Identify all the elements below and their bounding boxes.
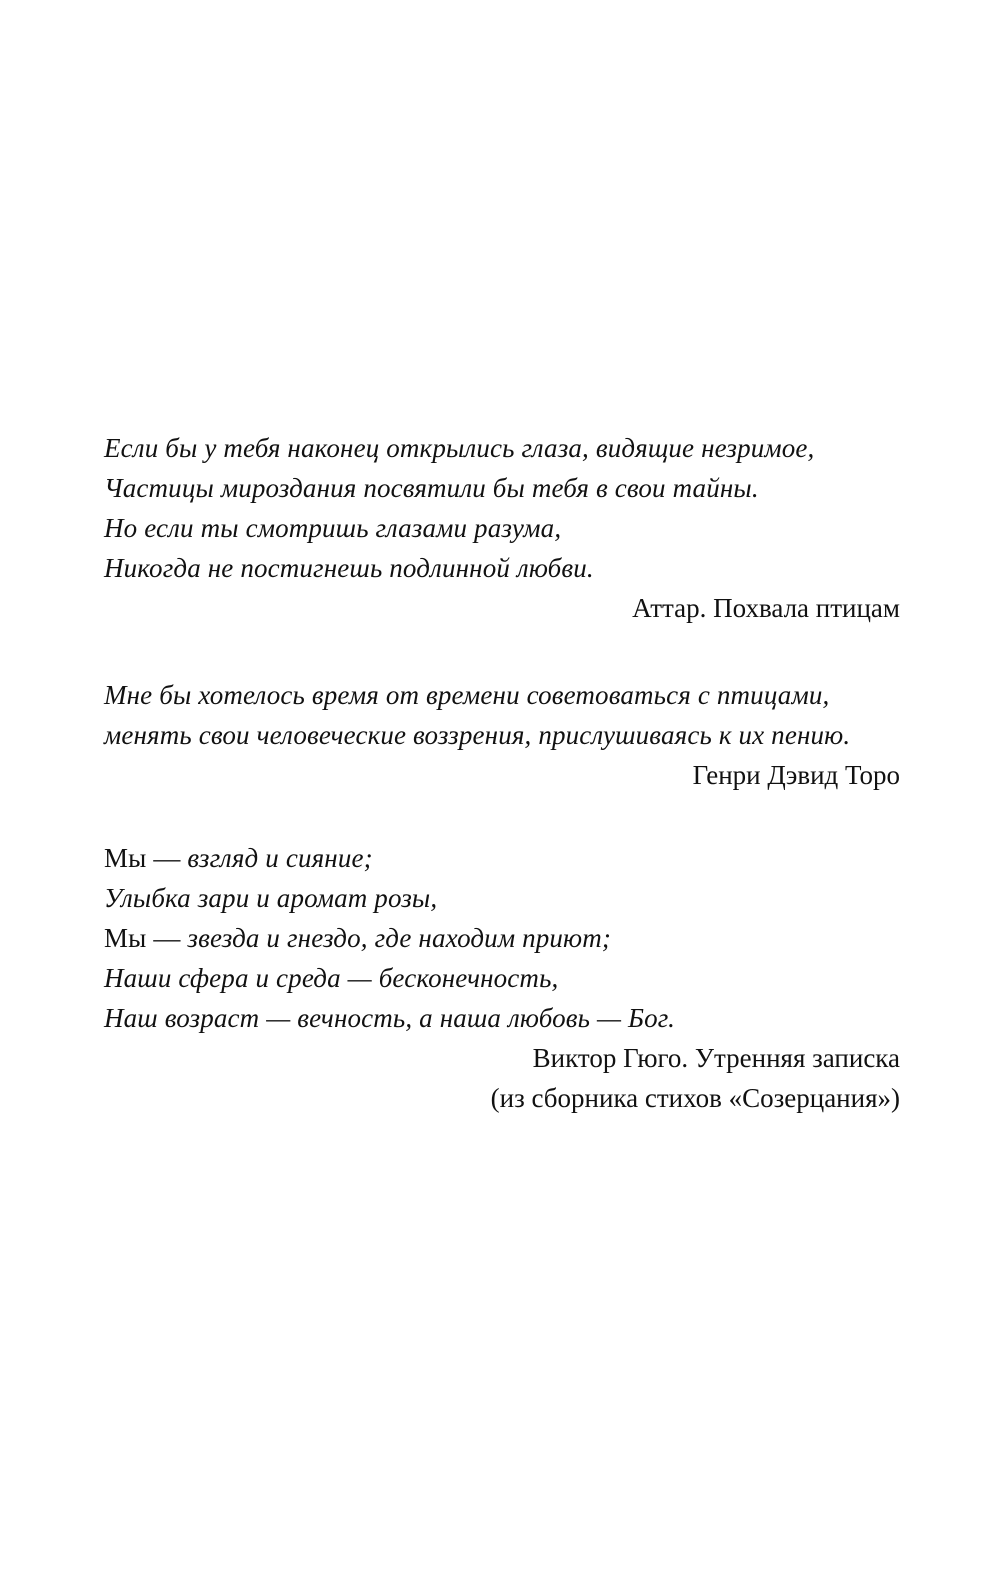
- verse-line: Наш возраст — вечность, а наша любовь — Бог.: [104, 1003, 675, 1033]
- verse-line-lead: Мы —: [104, 843, 188, 873]
- epigraph-verse: [104, 428, 900, 588]
- epigraph-attribution: Виктор Гюго. Утренняя записка: [532, 1043, 900, 1073]
- verse-line: Мы — звезда и гнездо, где находим приют;: [104, 923, 612, 953]
- verse-line: Мы — взгляд и сияние;: [104, 843, 373, 873]
- epigraph-attribution: Аттар. Похвала птицам: [632, 593, 900, 623]
- verse-line: Наши сфера и среда — бесконечность,: [104, 963, 559, 993]
- verse-line: Частицы мироздания посвятили бы тебя в свои тайны.: [104, 473, 759, 503]
- verse-line: Мне бы хотелось время от времени советоваться с птицами,: [104, 680, 830, 710]
- epigraph-attar: [104, 428, 900, 628]
- verse-line: Если бы у тебя наконец открылись глаза, видящие незримое,: [104, 433, 815, 463]
- verse-line-lead: Мы —: [104, 923, 188, 953]
- verse-line: менять свои человеческие воззрения, прислушиваясь к их пению.: [104, 720, 851, 750]
- epigraph-verse: [104, 838, 900, 1038]
- epigraph-attribution: Генри Дэвид Торо: [692, 760, 900, 790]
- verse-line: Улыбка зари и аромат розы,: [104, 883, 438, 913]
- epigraph-verse: [104, 675, 900, 755]
- epigraph-attribution-source: (из сборника стихов «Созерцания»): [490, 1083, 900, 1113]
- epigraph-hugo: [104, 838, 900, 1118]
- epigraph-thoreau: [104, 675, 900, 795]
- verse-line: Но если ты смотришь глазами разума,: [104, 513, 562, 543]
- verse-line: Никогда не постигнешь подлинной любви.: [104, 553, 594, 583]
